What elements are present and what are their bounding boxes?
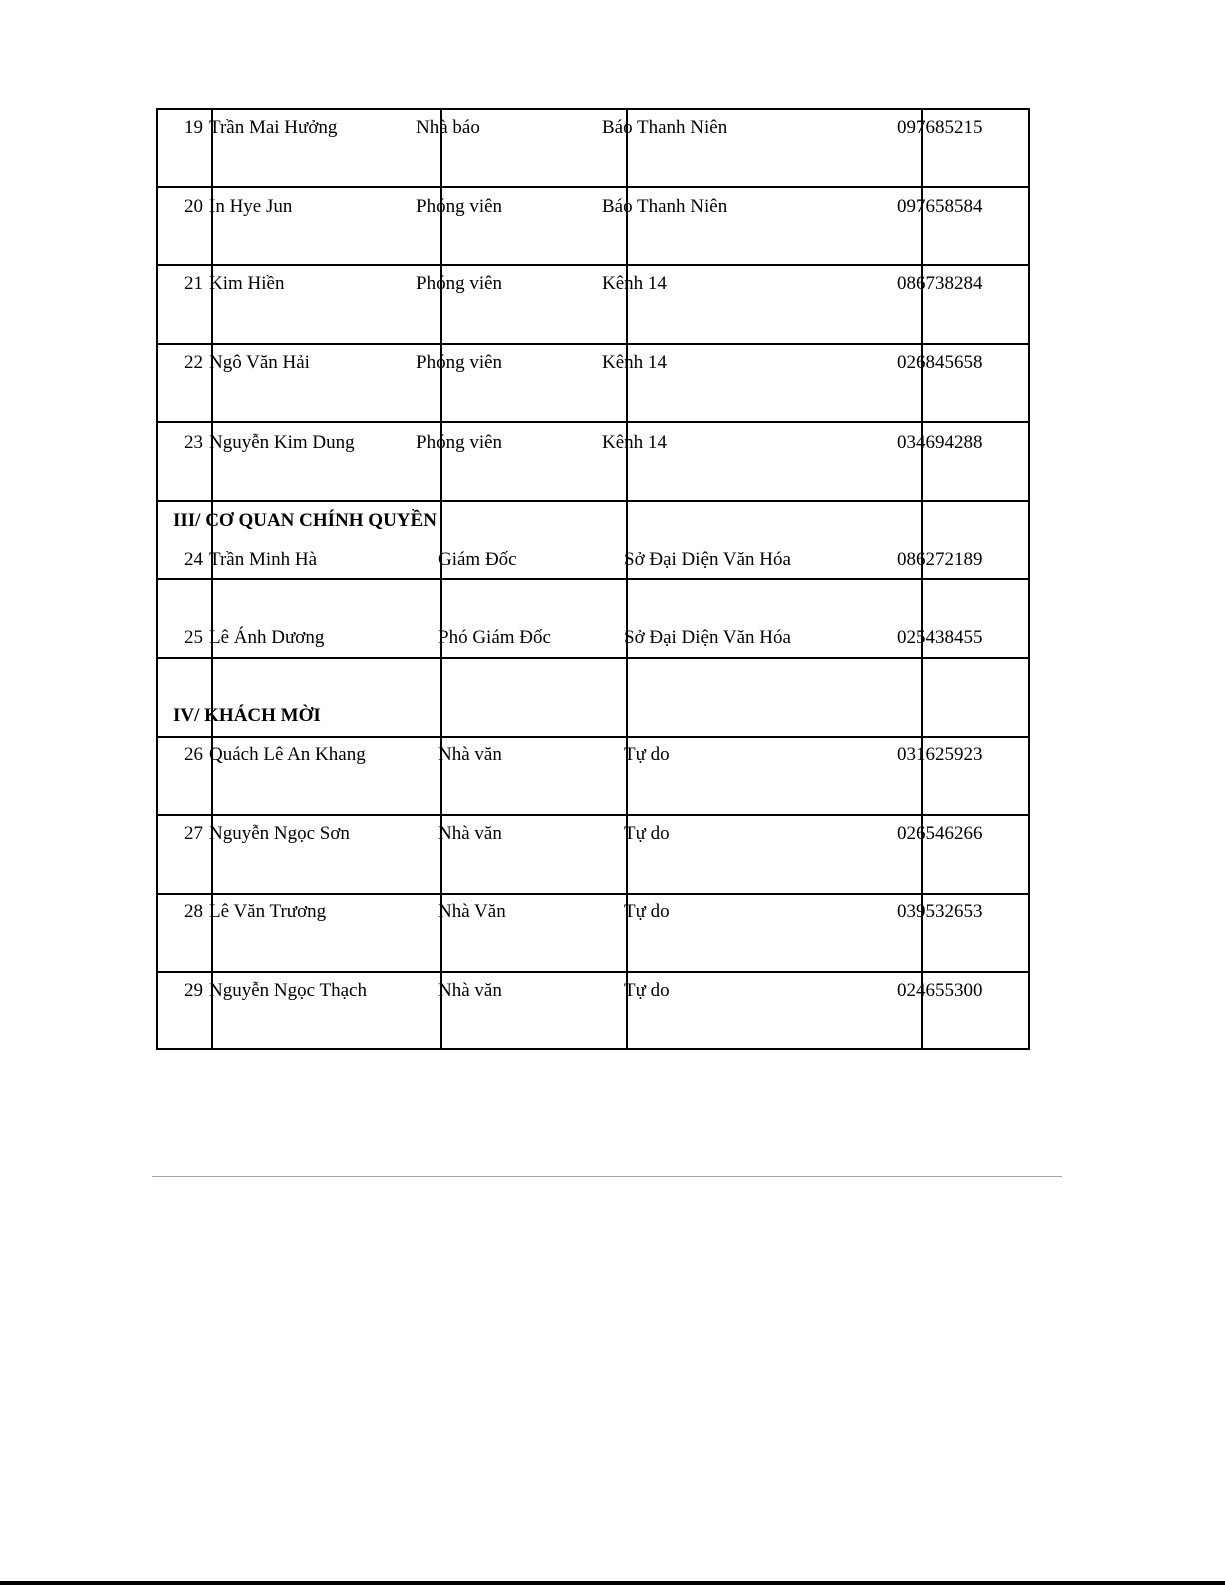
person-organization: Báo Thanh Niên xyxy=(602,117,728,138)
person-phone: 026546266 xyxy=(897,823,983,844)
person-phone: 097685215 xyxy=(897,117,983,138)
row-number: 27 xyxy=(184,823,203,844)
person-organization: Kênh 14 xyxy=(602,273,667,294)
person-role: Nhà văn xyxy=(438,980,502,1001)
person-name: Trần Minh Hà xyxy=(209,549,318,570)
row-number: 24 xyxy=(184,549,203,570)
person-phone: 026845658 xyxy=(897,352,983,373)
row-number: 25 xyxy=(184,627,203,648)
table-row-divider xyxy=(156,893,1030,895)
page-bottom-edge xyxy=(0,1581,1225,1585)
person-role: Nhà báo xyxy=(416,117,480,138)
person-name: Lê Văn Trương xyxy=(209,901,327,922)
person-organization: Kênh 14 xyxy=(602,432,667,453)
person-name: Ngô Văn Hải xyxy=(209,352,310,373)
person-name: In Hye Jun xyxy=(209,196,293,217)
person-role: Phóng viên xyxy=(416,432,503,453)
person-name: Kim Hiền xyxy=(209,273,285,294)
person-name: Quách Lê An Khang xyxy=(209,744,366,765)
person-name: Nguyễn Ngọc Sơn xyxy=(209,823,350,844)
table-row-divider xyxy=(156,578,1030,580)
person-phone: 086272189 xyxy=(897,549,983,570)
person-organization: Sở Đại Diện Văn Hóa xyxy=(624,549,791,570)
person-role: Phóng viên xyxy=(416,273,503,294)
person-organization: Sở Đại Diện Văn Hóa xyxy=(624,627,791,648)
table-row-divider xyxy=(156,186,1030,188)
person-phone: 031625923 xyxy=(897,744,983,765)
row-number: 28 xyxy=(184,901,203,922)
person-role: Nhà văn xyxy=(438,823,502,844)
person-name: Nguyễn Ngọc Thạch xyxy=(209,980,367,1001)
table-row-divider xyxy=(156,421,1030,423)
row-number: 20 xyxy=(184,196,203,217)
person-role: Phóng viên xyxy=(416,196,503,217)
person-phone: 034694288 xyxy=(897,432,983,453)
person-organization: Kênh 14 xyxy=(602,352,667,373)
person-organization: Báo Thanh Niên xyxy=(602,196,728,217)
person-role: Phó Giám Đốc xyxy=(438,627,551,648)
table-row-divider xyxy=(156,657,1030,659)
footer-divider xyxy=(152,1176,1062,1177)
person-organization: Tự do xyxy=(624,980,670,1001)
row-number: 21 xyxy=(184,273,203,294)
row-number: 29 xyxy=(184,980,203,1001)
table-row-divider xyxy=(156,971,1030,973)
person-phone: 024655300 xyxy=(897,980,983,1001)
person-organization: Tự do xyxy=(624,901,670,922)
table-row-divider xyxy=(156,814,1030,816)
table-row-divider xyxy=(156,264,1030,266)
row-number: 26 xyxy=(184,744,203,765)
person-phone: 039532653 xyxy=(897,901,983,922)
person-name: Nguyễn Kim Dung xyxy=(209,432,355,453)
table-row-divider xyxy=(156,736,1030,738)
person-role: Giám Đốc xyxy=(438,549,517,570)
person-role: Nhà Văn xyxy=(438,901,506,922)
table-row-divider xyxy=(156,500,1030,502)
person-role: Phóng viên xyxy=(416,352,503,373)
section-heading-guests: IV/ KHÁCH MỜI xyxy=(173,705,321,726)
person-name: Trần Mai Hưởng xyxy=(209,117,338,138)
person-phone: 097658584 xyxy=(897,196,983,217)
section-heading-government: III/ CƠ QUAN CHÍNH QUYỀN xyxy=(173,510,437,531)
person-organization: Tự do xyxy=(624,823,670,844)
row-number: 19 xyxy=(184,117,203,138)
row-number: 23 xyxy=(184,432,203,453)
person-phone: 025438455 xyxy=(897,627,983,648)
person-organization: Tự do xyxy=(624,744,670,765)
person-name: Lê Ánh Dương xyxy=(209,627,325,648)
row-number: 22 xyxy=(184,352,203,373)
person-role: Nhà văn xyxy=(438,744,502,765)
table-row-divider xyxy=(156,343,1030,345)
person-phone: 086738284 xyxy=(897,273,983,294)
